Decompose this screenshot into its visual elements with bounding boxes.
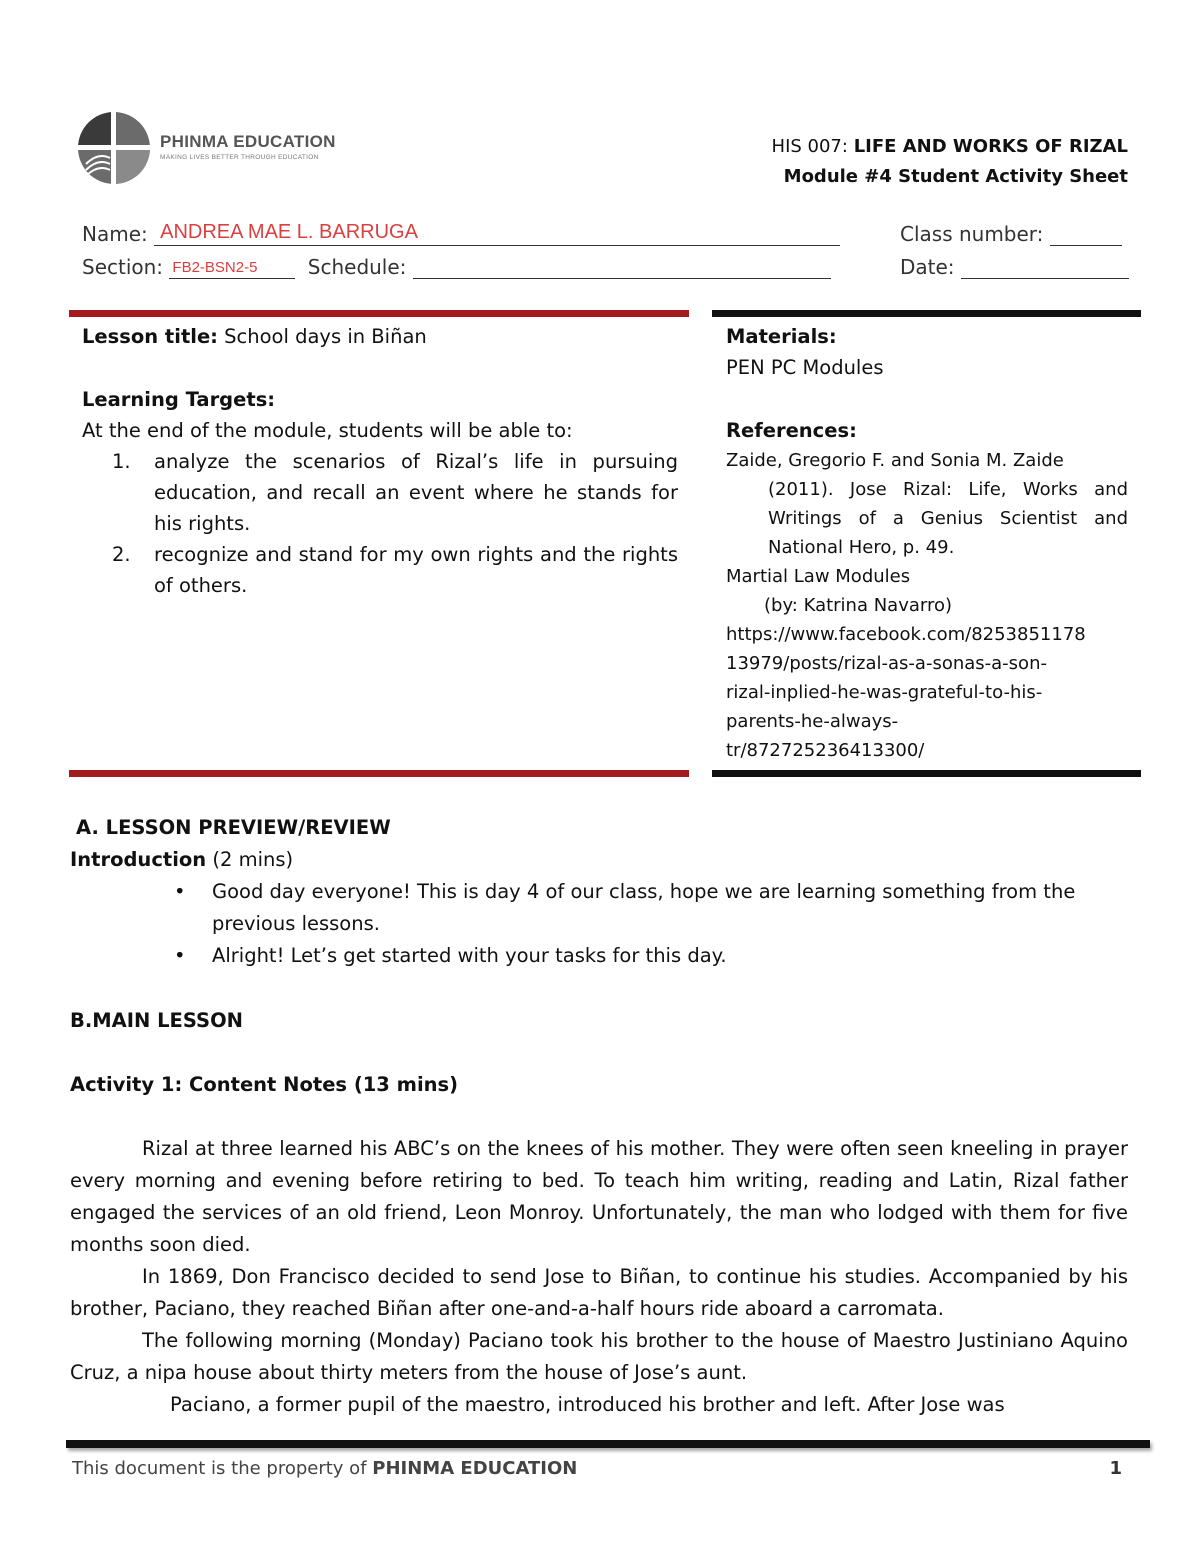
left-bottom-rule bbox=[69, 770, 689, 777]
ref2-by: (by: Katrina Navarro) bbox=[764, 595, 953, 616]
section-input[interactable] bbox=[169, 256, 295, 279]
date-input[interactable] bbox=[961, 256, 1129, 279]
course-code: HIS 007: bbox=[771, 136, 848, 157]
introduction bbox=[70, 844, 1128, 876]
name-field bbox=[82, 222, 840, 246]
lesson-title-value: School days in Biñan bbox=[217, 325, 427, 348]
section-a bbox=[70, 812, 1128, 972]
name-input[interactable] bbox=[154, 223, 840, 246]
right-bottom-rule bbox=[712, 770, 1141, 777]
logo-tagline: MAKING LIVES BETTER THROUGH EDUCATION bbox=[160, 154, 319, 161]
ref2-title: Martial Law Modules bbox=[726, 566, 911, 587]
list-item: 1. analyze the scenarios of Rizal’s life in pursuing education, and recall an event where he stands for his rights. bbox=[112, 450, 678, 535]
footer-ownership bbox=[72, 1458, 577, 1479]
date-label: Date: bbox=[900, 255, 955, 279]
course-header bbox=[772, 132, 1128, 192]
class-number-input[interactable] bbox=[1050, 223, 1122, 246]
lesson-title-label: Lesson title: bbox=[82, 325, 218, 348]
left-top-rule bbox=[69, 310, 689, 317]
targets-list bbox=[82, 446, 678, 601]
intro-time: (2 mins) bbox=[206, 848, 294, 871]
intro-label: Introduction bbox=[70, 848, 207, 871]
materials-value: PEN PC Modules bbox=[726, 356, 884, 379]
section-label: Section: bbox=[82, 255, 164, 279]
section-a-heading: A. LESSON PREVIEW/REVIEW bbox=[76, 816, 391, 839]
section-field bbox=[82, 255, 831, 279]
targets-label: Learning Targets: bbox=[82, 388, 276, 411]
logo-text bbox=[160, 132, 336, 161]
page-number: 1 bbox=[1109, 1458, 1122, 1479]
section-value: FB2-BSN2-5 bbox=[172, 259, 258, 276]
lesson-title bbox=[82, 321, 678, 352]
footer-owner: PHINMA EDUCATION bbox=[372, 1458, 578, 1479]
materials-references bbox=[726, 321, 1128, 765]
ref2-url[interactable]: https://www.facebook.com/8253851178 13979/posts/rizal-as-a-sonas-a-son- rizal-inplied-he-was-grateful-to-his- parents-he-always- tr/872725236413300/ bbox=[726, 624, 1086, 761]
references-list bbox=[726, 446, 1128, 765]
section-b-heading: B.MAIN LESSON bbox=[70, 1009, 243, 1032]
activity-heading: Activity 1: Content Notes (13 mins) bbox=[70, 1073, 459, 1096]
class-number-label: Class number: bbox=[900, 222, 1044, 246]
references-label: References: bbox=[726, 419, 857, 442]
list-item: 2. recognize and stand for my own rights and the rights of others. bbox=[112, 543, 678, 597]
name-label: Name: bbox=[82, 222, 148, 246]
lesson-info bbox=[82, 321, 678, 601]
list-item: • Alright! Let’s get started with your tasks for this day. bbox=[174, 944, 727, 967]
paragraph: Paciano, a former pupil of the maestro, introduced his brother and left. After Jose was bbox=[170, 1393, 1005, 1416]
intro-bullets bbox=[70, 876, 1128, 972]
schedule-label: Schedule: bbox=[307, 255, 407, 279]
paragraph: Rizal at three learned his ABC’s on the knees of his mother. They were often seen kneeling in prayer every morning and evening before retiring to bed. To teach him writing, reading and Latin, Rizal father engaged the services of an old friend, Leon Monroy. Unfortunately, the man who lodged with them for five months soon died. bbox=[70, 1137, 1128, 1256]
footer-rule bbox=[66, 1440, 1150, 1448]
paragraph: The following morning (Monday) Paciano took his brother to the house of Maestro Justiniano Aquino Cruz, a nipa house about thirty meters from the house of Jose’s aunt. bbox=[70, 1329, 1128, 1384]
ref1-details: (2011). Jose Rizal: Life, Works and Writings of a Genius Scientist and National Hero, p. 49. bbox=[768, 479, 1128, 558]
name-value: ANDREA MAE L. BARRUGA bbox=[160, 221, 418, 243]
logo-name: PHINMA EDUCATION bbox=[160, 132, 336, 151]
right-top-rule bbox=[712, 310, 1141, 317]
phinma-logo-icon bbox=[72, 108, 162, 188]
section-b bbox=[70, 1005, 1128, 1421]
date-field bbox=[900, 255, 1129, 279]
module-title: Module #4 Student Activity Sheet bbox=[783, 166, 1128, 187]
footer-prefix: This document is the property of bbox=[72, 1458, 373, 1479]
list-item: • Good day everyone! This is day 4 of our class, hope we are learning something from the previous lessons. bbox=[174, 880, 1076, 935]
materials-label: Materials: bbox=[726, 325, 837, 348]
schedule-input[interactable] bbox=[413, 256, 831, 279]
ref1-author: Zaide, Gregorio F. and Sonia M. Zaide bbox=[726, 450, 1064, 471]
course-title: LIFE AND WORKS OF RIZAL bbox=[853, 136, 1128, 157]
targets-intro: At the end of the module, students will be able to: bbox=[82, 419, 573, 442]
class-number-field bbox=[900, 222, 1122, 246]
paragraph: In 1869, Don Francisco decided to send Jose to Biñan, to continue his studies. Accompanied by his brother, Paciano, they reached Biñan after one-and-a-half hours ride aboard a carromata. bbox=[70, 1265, 1128, 1320]
